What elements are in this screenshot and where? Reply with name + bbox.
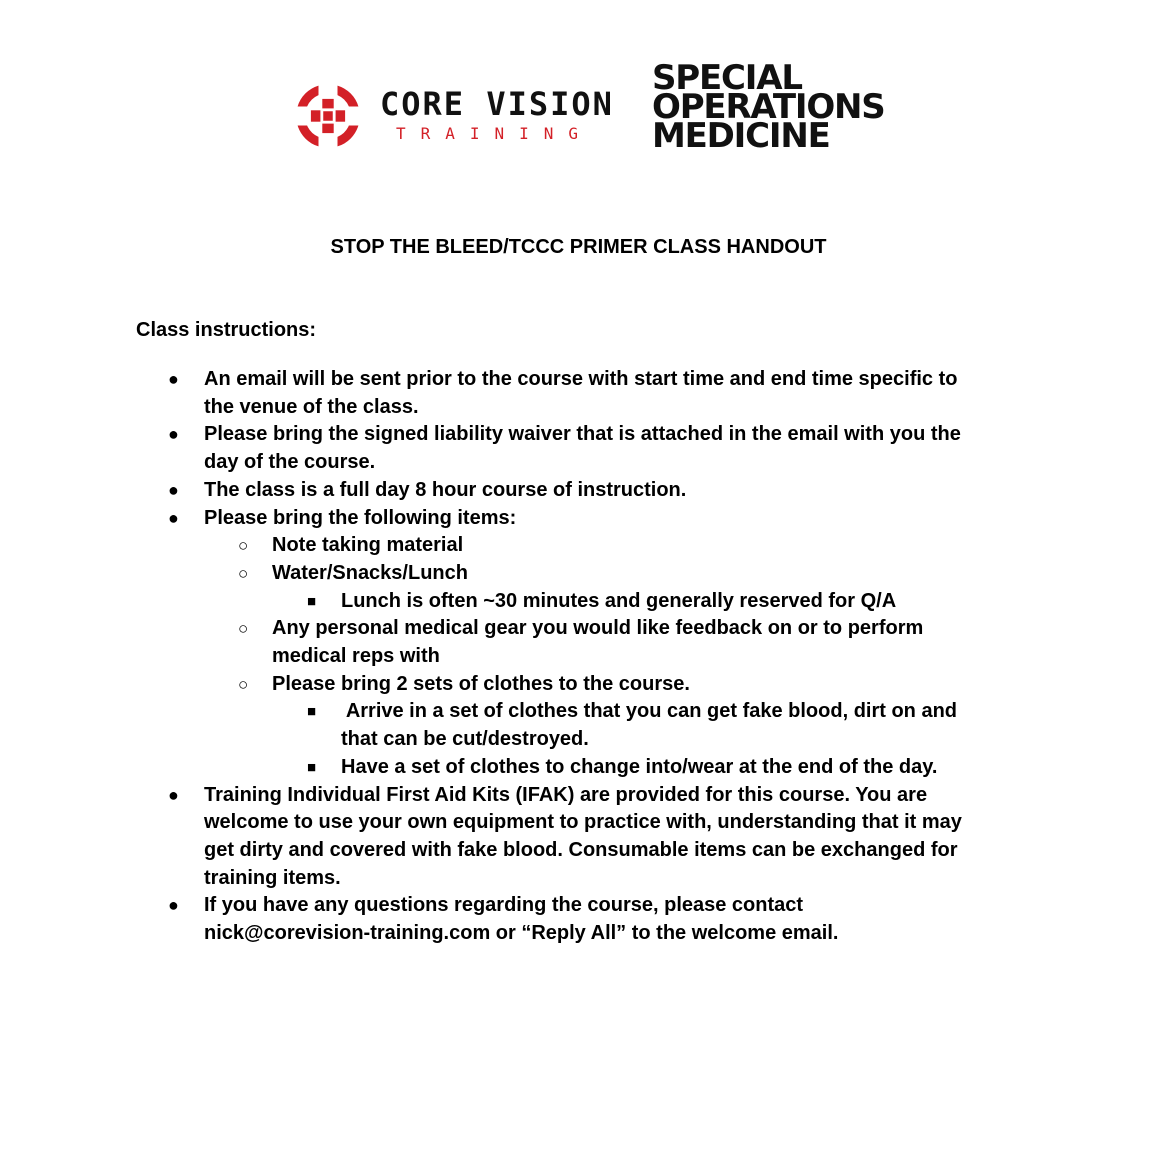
sub-list-item <box>0 560 1157 588</box>
list-item-text: Please bring the signed liability waiver that is attached in the email with you the <box>204 423 961 446</box>
sub-list-item-text: Please bring 2 sets of clothes to the course. <box>272 672 690 695</box>
bullet-icon: ● <box>168 784 179 805</box>
list-item-text: welcome to use your own equipment to practice with, understanding that it may <box>204 811 962 834</box>
bullet-icon: ● <box>168 895 179 916</box>
training-logo-text: TRAINING <box>396 124 594 143</box>
sub-sub-list-item <box>0 588 1157 616</box>
list-item <box>0 505 1157 533</box>
list-item-text: nick@corevision-training.com or “Reply All” to the welcome email. <box>204 922 839 945</box>
circle-bullet-icon: ○ <box>238 674 249 694</box>
sub-sub-list-item <box>0 698 1157 753</box>
sub-sub-list-item <box>0 754 1157 782</box>
som-logo-line-3: MEDICINE <box>652 116 830 156</box>
list-item-text: get dirty and covered with fake blood. Consumable items can be exchanged for <box>204 838 958 861</box>
list-item <box>0 892 1157 947</box>
bullet-icon: ● <box>168 424 179 445</box>
header-logos <box>288 58 888 160</box>
section-heading: Class instructions: <box>136 319 317 341</box>
circle-bullet-icon: ○ <box>238 536 249 556</box>
sub-list-item-text: medical reps with <box>272 645 440 668</box>
square-bullet-icon: ■ <box>307 758 317 776</box>
list-item-text: day of the course. <box>204 451 376 474</box>
document-title: STOP THE BLEED/TCCC PRIMER CLASS HANDOUT <box>330 236 827 258</box>
special-operations-medicine-logo <box>652 58 892 156</box>
sub-sub-list-item-text: Arrive in a set of clothes that you can get fake blood, dirt on and <box>341 700 958 723</box>
bullet-icon: ● <box>168 479 179 500</box>
sub-list-item <box>0 615 1157 670</box>
core-vision-logo-text: CORE VISION <box>380 85 614 123</box>
list-item-text: An email will be sent prior to the course with start time and end time specific to <box>204 368 958 390</box>
som-logo-line-2: OPERATIONS <box>652 87 885 127</box>
sub-sub-list-item-text: that can be cut/destroyed. <box>341 728 589 751</box>
list-item-text: If you have any questions regarding the course, please contact <box>204 894 804 917</box>
list-item-text: The class is a full day 8 hour course of instruction. <box>204 478 687 501</box>
square-bullet-icon: ■ <box>307 703 317 721</box>
sub-list-item-text: Note taking material <box>272 534 464 557</box>
sub-list-item-text: Water/Snacks/Lunch <box>272 561 468 584</box>
sub-sub-list-item-text: Lunch is often ~30 minutes and generally reserved for Q/A <box>341 589 897 612</box>
list-item <box>0 366 1157 421</box>
list-item-text: the venue of the class. <box>204 395 419 418</box>
list-item <box>0 782 1157 893</box>
core-vision-training-logo <box>288 72 618 152</box>
bullet-icon: ● <box>168 369 179 389</box>
sub-list-item <box>0 532 1157 560</box>
sub-sub-list-item-text: Have a set of clothes to change into/wear at the end of the day. <box>341 755 938 778</box>
bullet-icon: ● <box>168 507 179 528</box>
list-item-text: training items. <box>204 866 341 889</box>
instruction-list <box>0 366 1157 948</box>
circle-bullet-icon: ○ <box>238 619 249 639</box>
circle-bullet-icon: ○ <box>238 563 249 583</box>
sub-list-item <box>0 671 1157 699</box>
list-item-text: Please bring the following items: <box>204 506 517 529</box>
list-item <box>0 477 1157 505</box>
crosshair-medical-cross-icon <box>290 78 366 154</box>
square-bullet-icon: ■ <box>307 592 317 610</box>
sub-list-item-text: Any personal medical gear you would like feedback on or to perform <box>272 617 924 640</box>
list-item-text: Training Individual First Aid Kits (IFAK) are provided for this course. You are <box>204 783 928 806</box>
som-logo-line-1: SPECIAL <box>652 58 802 98</box>
list-item <box>0 421 1157 476</box>
